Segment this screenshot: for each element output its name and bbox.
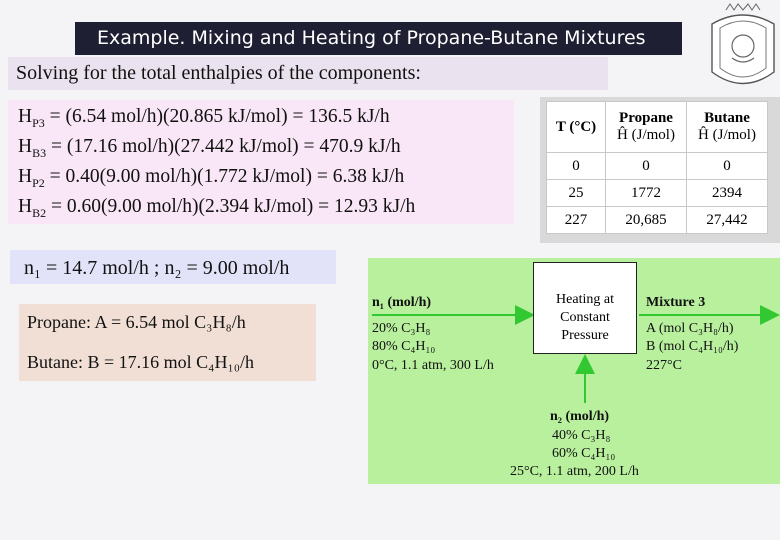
slide-title: Example. Mixing and Heating of Propane-Butane Mixtures bbox=[75, 22, 682, 55]
enthalpy-table bbox=[546, 101, 768, 234]
inlet2-propane: 40% C₃H₈ bbox=[552, 428, 611, 443]
table-header-temperature: T (°C) bbox=[547, 102, 606, 153]
process-flow-diagram bbox=[368, 258, 780, 484]
university-logo-icon bbox=[706, 2, 780, 97]
table-row bbox=[547, 153, 768, 180]
enthalpy-table-panel bbox=[540, 97, 780, 243]
equation-hb3: $H_{B3} = (17.16$ mol/h)(27.442 kJ/mol) = 470.9 kJ/h bbox=[18, 136, 401, 160]
outlet-butane: B (mol C₄H₁₀/h) bbox=[646, 339, 739, 354]
outlet-temperature: 227°C bbox=[646, 358, 682, 373]
equation-hp3: $H_{P3} = (6.54$ mol/h)(20.865 kJ/mol) = 136.5 kJ/h bbox=[18, 106, 390, 130]
table-header-propane: Propane Ĥ (J/mol) bbox=[606, 102, 687, 153]
outlet-label: Mixture 3 bbox=[646, 295, 706, 310]
section-subtitle: Solving for the total enthalpies of the components: bbox=[8, 57, 608, 90]
table-cell: 0 bbox=[547, 153, 606, 180]
inlet2-butane: 60% C₄H₁₀ bbox=[552, 446, 616, 461]
propane-result: Propane: A = 6.54 mol C₃H₈/h bbox=[27, 312, 246, 332]
butane-result: Butane: B = 17.16 mol C₄H₁₀/h bbox=[27, 352, 254, 372]
equation-hb2: $H_{B2} = 0.60(9.00$ mol/h)(2.394 kJ/mol) = 12.93 kJ/h bbox=[18, 196, 416, 220]
flow-rates: n₁ = 14.7 mol/h ; n₂ = 9.00 mol/h bbox=[10, 250, 336, 284]
component-results bbox=[19, 304, 316, 381]
table-cell: 20,685 bbox=[606, 207, 687, 234]
table-cell: 227 bbox=[547, 207, 606, 234]
inlet1-butane: 80% C₄H₁₀ bbox=[372, 339, 436, 354]
enthalpy-equations bbox=[8, 100, 514, 224]
outlet-propane: A (mol C₃H₈/h) bbox=[646, 321, 734, 336]
table-header-butane: Butane Ĥ (J/mol) bbox=[687, 102, 768, 153]
table-row bbox=[547, 207, 768, 234]
table-row bbox=[547, 180, 768, 207]
inlet1-propane: 20% C₃H₈ bbox=[372, 321, 431, 336]
inlet2-flow-label: n₂ (mol/h) bbox=[550, 409, 610, 424]
table-cell: 2394 bbox=[687, 180, 768, 207]
table-cell: 25 bbox=[547, 180, 606, 207]
table-cell: 0 bbox=[606, 153, 687, 180]
inlet1-flow-label: n₁ (mol/h) bbox=[372, 295, 432, 310]
equation-hp2: $H_{P2} = 0.40(9.00$ mol/h)(1.772 kJ/mol) = 6.38 kJ/h bbox=[18, 166, 405, 190]
heating-process-box: Heating at Constant Pressure bbox=[533, 262, 637, 354]
inlet2-conditions: 25°C, 1.1 atm, 200 L/h bbox=[510, 464, 639, 479]
table-cell: 27,442 bbox=[687, 207, 768, 234]
table-cell: 0 bbox=[687, 153, 768, 180]
table-cell: 1772 bbox=[606, 180, 687, 207]
inlet1-conditions: 0°C, 1.1 atm, 300 L/h bbox=[372, 358, 494, 373]
